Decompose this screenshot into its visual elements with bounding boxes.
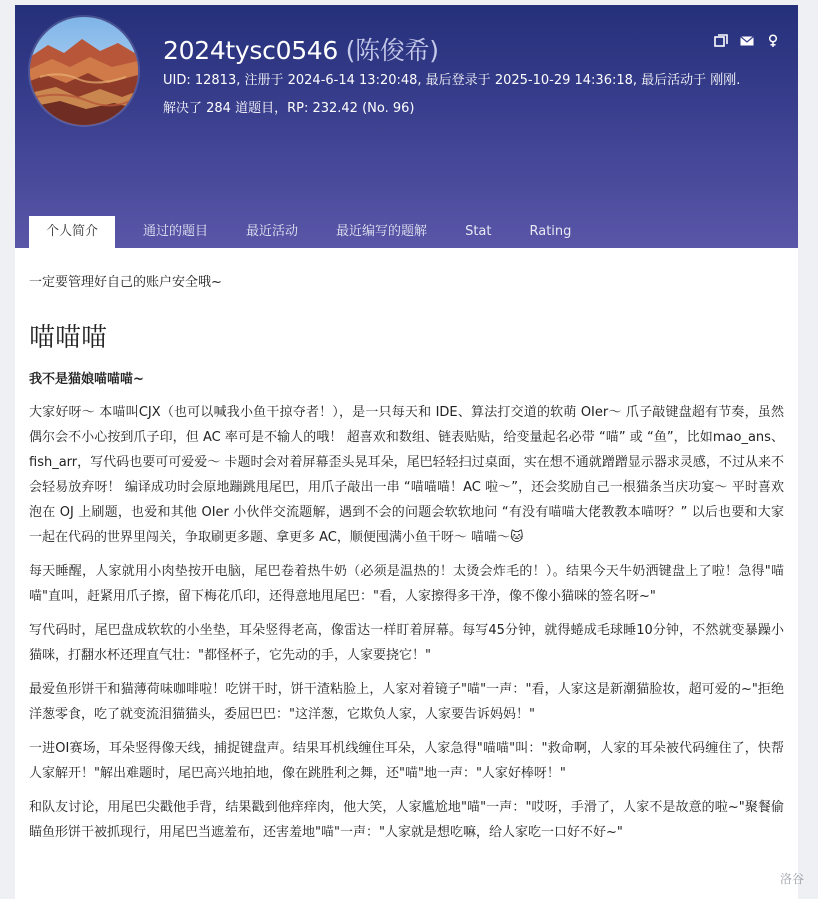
intro-paragraph: 最爱鱼形饼干和猫薄荷味咖啡啦！吃饼干时，饼干渣粘脸上，人家对着镜子"喵"一声："看，人家这是新潮猫脸妆，超可爱的~"拒绝洋葱零食，吃了就变流泪猫猫头，委屈巴巴："这洋葱，它欺负人家，人家要告诉妈妈！" xyxy=(29,682,784,722)
profile-tabs xyxy=(29,216,589,248)
site-watermark: 洛谷 xyxy=(779,872,804,886)
profile-header xyxy=(15,5,798,248)
tab-solved-problems[interactable]: 通过的题目 xyxy=(143,224,209,239)
username: 2024tysc0546 xyxy=(163,36,339,65)
user-avatar[interactable] xyxy=(30,17,138,125)
user-info-line: UID: 12813, 注册于 2024-6-14 13:20:48, 最后登录于 2025-10-29 14:36:18, 最后活动于 刚刚. xyxy=(163,73,741,88)
mail-icon[interactable] xyxy=(740,33,754,47)
intro-paragraph: 大家好呀～ 本喵叫CJX（也可以喊我小鱼干掠夺者！），是一只每天和 IDE、算法打交道的软萌 OIer～ 爪子敲键盘超有节奏，虽然偶尔会不小心按到爪子印，但 AC 率可是不输人的哦！ 超喜欢和数组、链表贴贴，给变量起名必带 “喵” 或 “鱼”，比如mao_ans、fish_arr，写代码也要可可爱爱～ 卡题时会对着屏幕歪头晃耳朵，尾巴轻轻扫过桌面，实在想不通就蹭蹭显示器求灵感，不过从来不会轻易放弃呀！ 编译成功时会原地蹦跳甩尾巴，用爪子敲出一串 “喵喵喵！AC 啦～”，还会奖励自己一根猫条当庆功宴～ 平时喜欢泡在 OJ 上刷题，也爱和其他 OIer 小伙伴交流题解，遇到不会的问题会软软地问 “有没有喵喵大佬教教本喵呀？” 以后也要和大家一起在代码的世界里闯关，争取刷更多题、拿更多 AC，顺便囤满小鱼干呀～ 喵喵～🐱 xyxy=(29,405,784,545)
tab-stat[interactable]: Stat xyxy=(465,224,492,239)
tab-rating[interactable]: Rating xyxy=(529,224,572,239)
intro-paragraph: 和队友讨论，用尾巴尖戳他手背，结果戳到他痒痒肉，他大笑，人家尴尬地"喵"一声："哎呀，手滑了，人家不是故意的啦~"聚餐偷瞄鱼形饼干被抓现行，用尾巴当遮羞布，还害羞地"喵"一声："人家就是想吃嘛，给人家吃一口好不好~" xyxy=(29,800,784,840)
intro-subtitle: 我不是猫娘喵喵喵~ xyxy=(29,372,144,387)
header-icons xyxy=(714,33,780,47)
intro-paragraph: 写代码时，尾巴盘成软软的小坐垫，耳朵竖得老高，像雷达一样盯着屏幕。每写45分钟，就得蜷成毛球睡10分钟，不然就变暴躁小猫咪，打翻水杯还理直气壮："都怪杯子，它先动的手，人家要挠它！" xyxy=(29,623,784,663)
female-icon xyxy=(766,33,780,47)
tab-profile[interactable]: 个人简介 xyxy=(29,216,115,248)
intro-heading: 喵喵喵 xyxy=(29,323,108,353)
real-name: (陈俊希) xyxy=(345,36,439,65)
tab-recent-solutions[interactable]: 最近编写的题解 xyxy=(336,224,428,239)
window-icon[interactable] xyxy=(714,33,728,47)
security-notice: 一定要管理好自己的账户安全哦~ xyxy=(29,275,222,290)
user-stats-line: 解决了 284 道题目，RP: 232.42 (No. 96) xyxy=(163,101,415,116)
profile-content xyxy=(15,248,798,845)
intro-paragraph: 一进OI赛场，耳朵竖得像天线，捕捉键盘声。结果耳机线缠住耳朵，人家急得"喵喵"叫："救命啊，人家的耳朵被代码缠住了，快帮人家解开！"解出难题时，尾巴高兴地拍地，像在跳胜利之舞，还"喵"地一声："人家好棒呀！" xyxy=(29,741,784,781)
tab-recent-activity[interactable]: 最近活动 xyxy=(246,224,299,239)
profile-title xyxy=(163,31,439,67)
profile-card xyxy=(15,5,798,899)
intro-paragraph: 每天睡醒，人家就用小肉垫按开电脑，尾巴卷着热牛奶（必须是温热的！太烫会炸毛的！）。结果今天牛奶洒键盘上了啦！急得"喵喵"直叫，赶紧用爪子擦，留下梅花爪印，还得意地甩尾巴："看，人家擦得多干净，像不像小猫咪的签名呀~" xyxy=(29,564,784,604)
